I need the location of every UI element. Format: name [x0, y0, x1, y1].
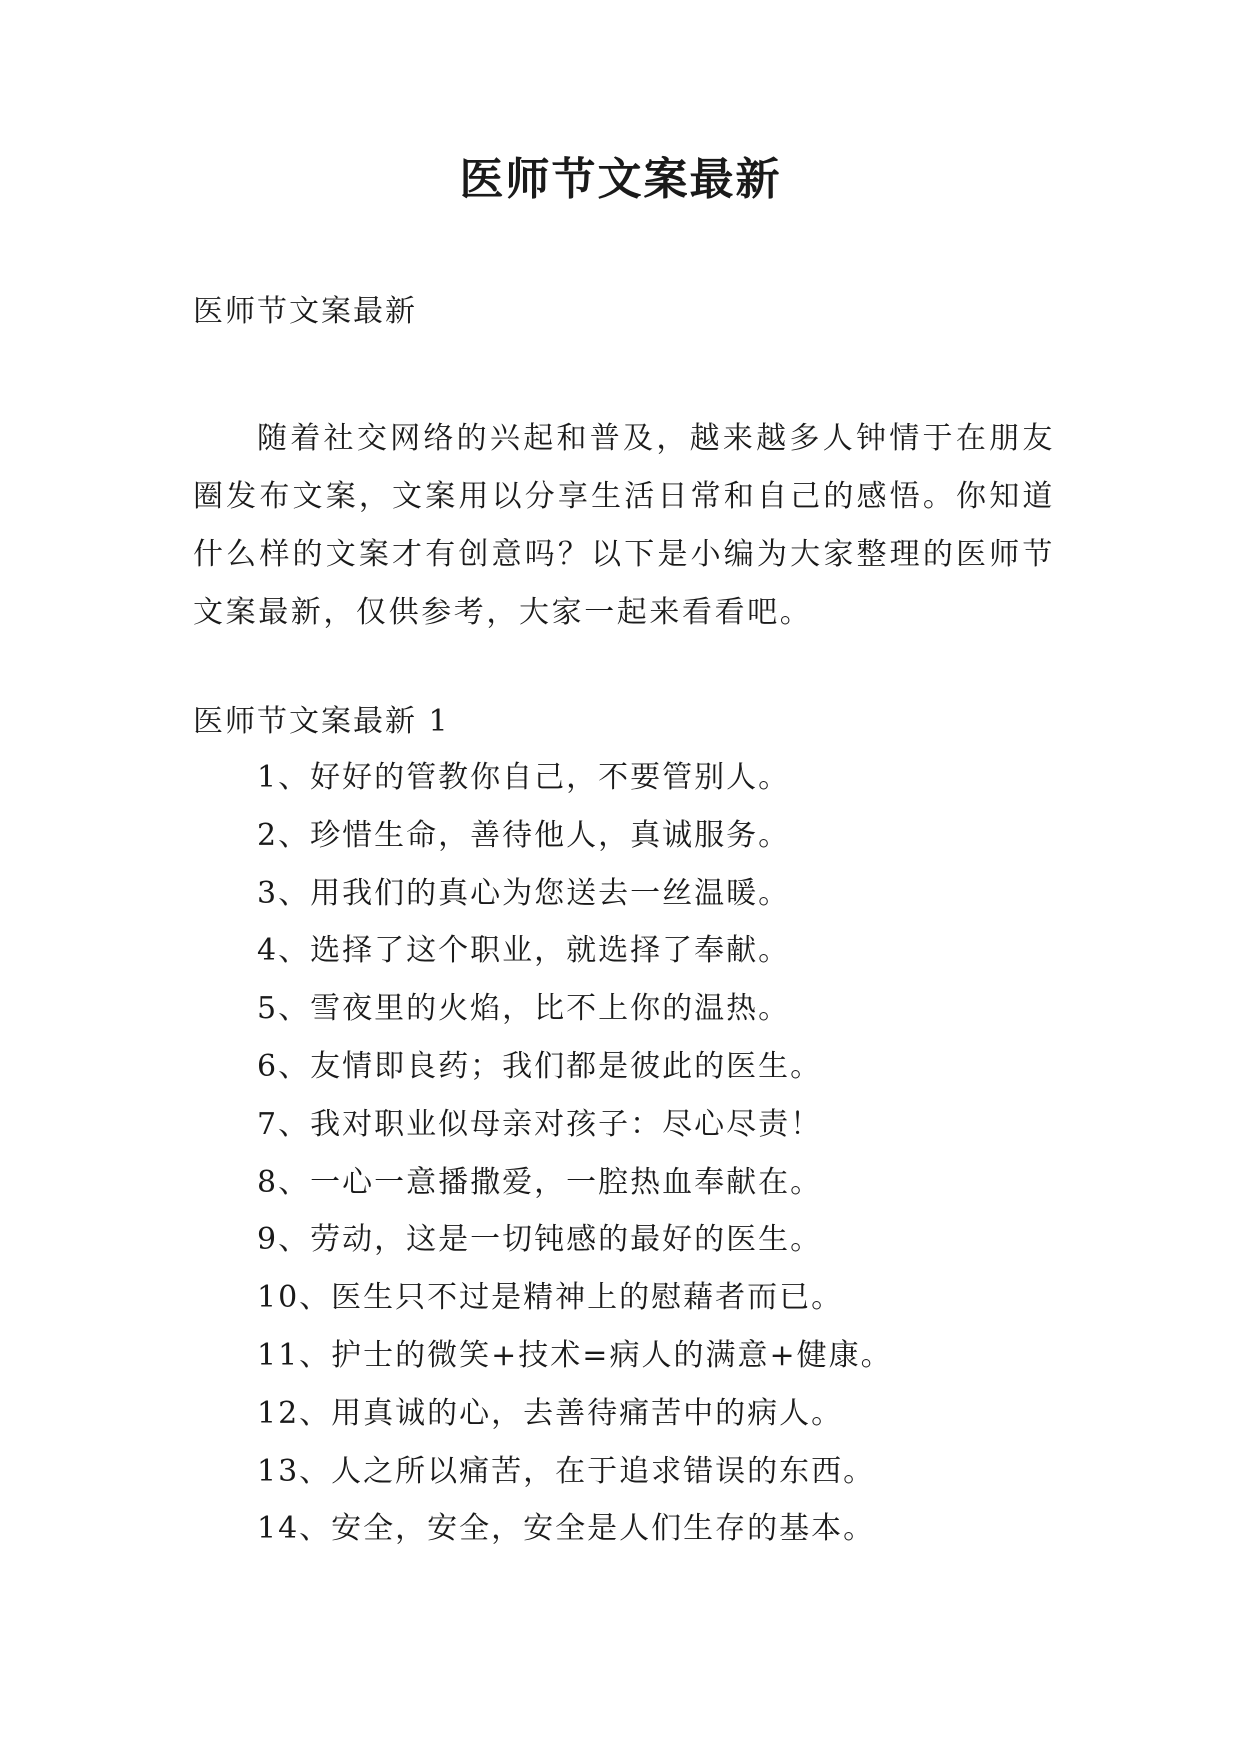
document-subtitle: 医师节文案最新: [193, 294, 417, 329]
list-item: 8、一心一意播撒爱，一腔热血奉献在。: [257, 1164, 823, 1200]
intro-paragraph: 随着社交网络的兴起和普及，越来越多人钟情于在朋友圈发布文案，文案用以分享生活日常和自己的感悟。你知道什么样的文案才有创意吗？以下是小编为大家整理的医师节文案最新，仅供参考，大家一起来看看吧。: [193, 421, 1055, 630]
list-item: 4、选择了这个职业，就选择了奉献。: [257, 933, 791, 969]
list-item: 14、安全，安全，安全是人们生存的基本。: [257, 1511, 876, 1547]
document-title: 医师节文案最新: [459, 154, 782, 205]
list-item: 10、医生只不过是精神上的慰藉者而已。: [257, 1280, 844, 1316]
list-item: 7、我对职业似母亲对孩子：尽心尽责！: [257, 1106, 823, 1142]
quote-list: [257, 758, 893, 1567]
list-item: 12、用真诚的心，去善待痛苦中的病人。: [257, 1395, 844, 1431]
list-item: 5、雪夜里的火焰，比不上你的温热。: [257, 991, 791, 1027]
section-heading: 医师节文案最新 1: [193, 704, 450, 739]
list-item: 3、用我们的真心为您送去一丝温暖。: [257, 875, 791, 911]
list-item: 1、好好的管教你自己，不要管别人。: [257, 760, 791, 795]
list-item: 11、护士的微笑+技术=病人的满意+健康。: [257, 1337, 893, 1373]
list-item: 2、珍惜生命，善待他人，真诚服务。: [257, 817, 791, 853]
list-item: 6、友情即良药；我们都是彼此的医生。: [257, 1048, 823, 1084]
list-item: 9、劳动，这是一切钝感的最好的医生。: [257, 1222, 823, 1258]
list-item: 13、人之所以痛苦，在于追求错误的东西。: [257, 1453, 876, 1489]
